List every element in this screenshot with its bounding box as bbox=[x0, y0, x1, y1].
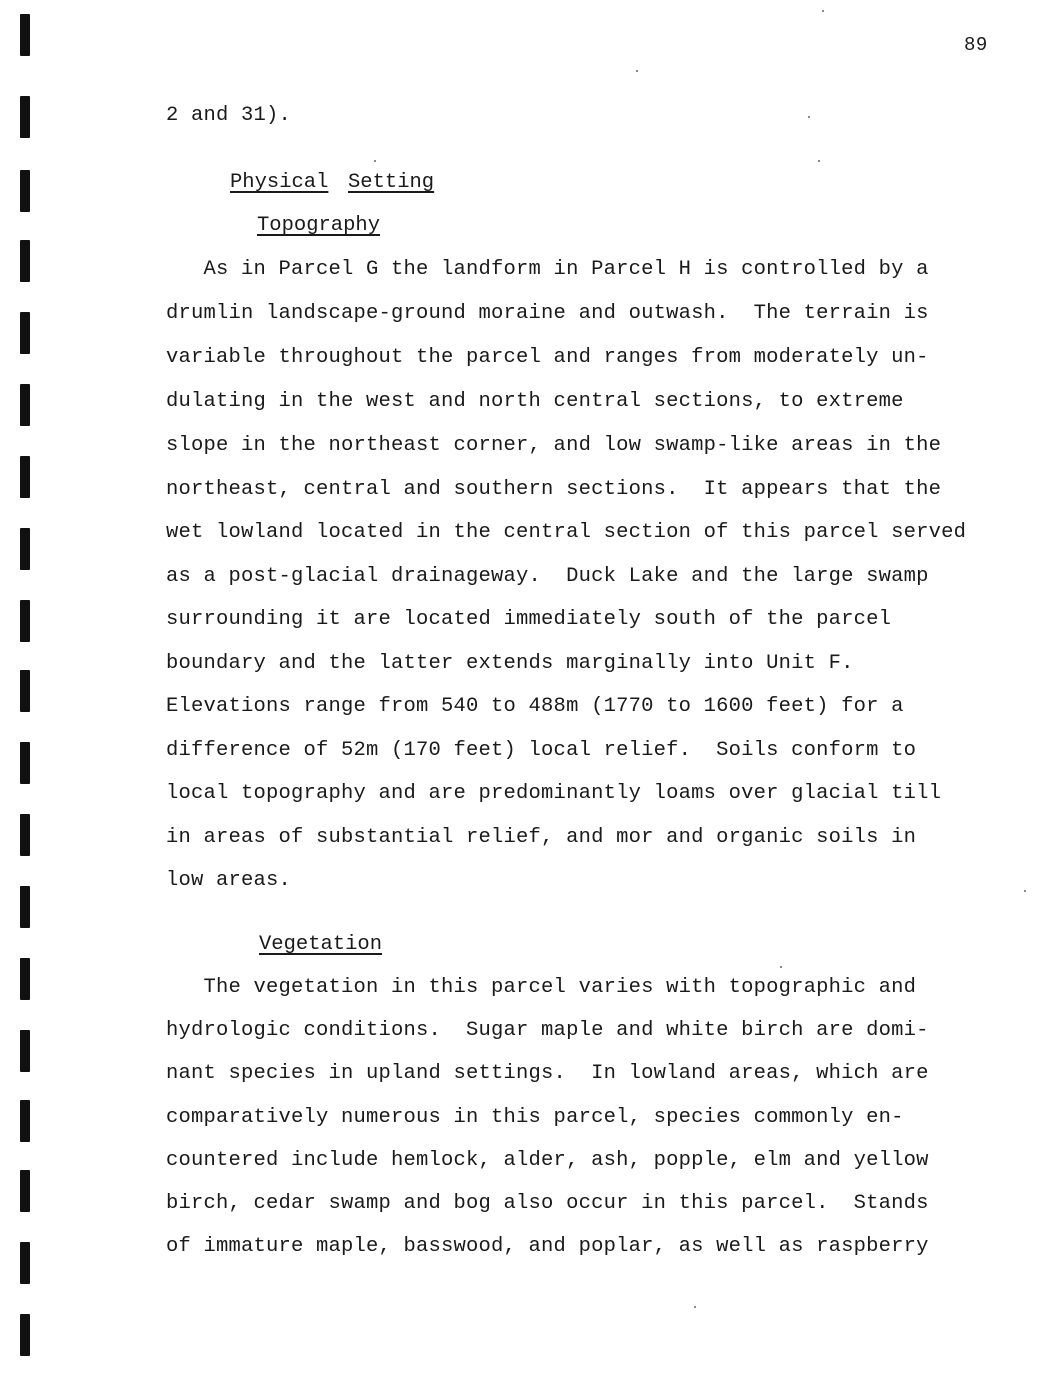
text-line: countered include hemlock, alder, ash, popple, elm and yellow bbox=[166, 1149, 929, 1172]
text-line: hydrologic conditions. Sugar maple and white birch are domi- bbox=[166, 1019, 929, 1042]
page-number: 89 bbox=[964, 34, 988, 56]
section-heading-physical: Physical bbox=[230, 171, 329, 194]
binding-mark bbox=[20, 600, 30, 642]
scan-speck bbox=[818, 160, 820, 162]
text-line: drumlin landscape-ground moraine and outwash. The terrain is bbox=[166, 302, 929, 325]
scan-speck bbox=[780, 966, 782, 968]
binding-mark bbox=[20, 1242, 30, 1284]
text-line: low areas. bbox=[166, 869, 292, 892]
text-line: variable throughout the parcel and ranges from moderately un- bbox=[166, 346, 929, 369]
text-line: surrounding it are located immediately south of the parcel bbox=[166, 608, 892, 631]
text-line: As in Parcel G the landform in Parcel H is controlled by a bbox=[166, 258, 929, 281]
binding-mark bbox=[20, 1314, 30, 1356]
text-line: difference of 52m (170 feet) local relief. Soils conform to bbox=[166, 739, 917, 762]
text-line: in areas of substantial relief, and mor and organic soils in bbox=[166, 826, 917, 849]
text-line: of immature maple, basswood, and poplar, as well as raspberry bbox=[166, 1235, 929, 1258]
binding-mark bbox=[20, 958, 30, 1000]
binding-mark bbox=[20, 96, 30, 138]
text-line: comparatively numerous in this parcel, species commonly en- bbox=[166, 1106, 904, 1129]
binding-mark bbox=[20, 240, 30, 282]
scan-speck bbox=[808, 116, 810, 118]
text-line: northeast, central and southern sections. It appears that the bbox=[166, 478, 942, 501]
binding-mark bbox=[20, 670, 30, 712]
scan-speck bbox=[636, 70, 638, 72]
scan-speck bbox=[374, 160, 376, 162]
text-line: The vegetation in this parcel varies with topographic and bbox=[166, 976, 917, 999]
text-line: Elevations range from 540 to 488m (1770 to 1600 feet) for a bbox=[166, 695, 904, 718]
continuation-line: 2 and 31). bbox=[166, 104, 292, 127]
text-line: dulating in the west and north central sections, to extreme bbox=[166, 390, 904, 413]
binding-mark bbox=[20, 14, 30, 56]
binding-mark bbox=[20, 1030, 30, 1072]
binding-mark bbox=[20, 814, 30, 856]
binding-mark bbox=[20, 1170, 30, 1212]
binding-mark bbox=[20, 384, 30, 426]
text-line: nant species in upland settings. In lowland areas, which are bbox=[166, 1062, 929, 1085]
text-line: boundary and the latter extends marginally into Unit F. bbox=[166, 652, 854, 675]
subheading-vegetation: Vegetation bbox=[259, 933, 383, 956]
binding-mark bbox=[20, 528, 30, 570]
binding-mark bbox=[20, 886, 30, 928]
subheading-topography: Topography bbox=[257, 214, 381, 237]
text-line: wet lowland located in the central section of this parcel served bbox=[166, 521, 967, 544]
scan-speck bbox=[822, 10, 824, 12]
scan-speck bbox=[1024, 890, 1026, 892]
binding-mark bbox=[20, 312, 30, 354]
section-heading-setting: Setting bbox=[348, 171, 435, 194]
scan-speck bbox=[694, 1306, 696, 1308]
text-line: birch, cedar swamp and bog also occur in this parcel. Stands bbox=[166, 1192, 929, 1215]
binding-mark bbox=[20, 170, 30, 212]
text-line: as a post-glacial drainageway. Duck Lake and the large swamp bbox=[166, 565, 929, 588]
text-line: local topography and are predominantly loams over glacial till bbox=[166, 782, 942, 805]
binding-mark bbox=[20, 742, 30, 784]
binding-mark bbox=[20, 456, 30, 498]
text-line: slope in the northeast corner, and low swamp-like areas in the bbox=[166, 434, 942, 457]
binding-mark bbox=[20, 1100, 30, 1142]
